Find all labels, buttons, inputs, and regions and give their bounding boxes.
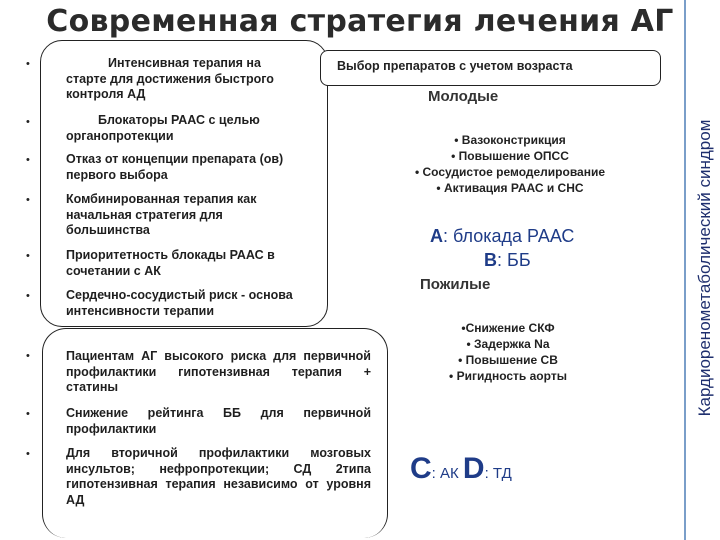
list-item: Для вторичной профилактики мозговых инсультов; нефропротекции; СД 2типа гипотензивная терапия независимо от уровня АД bbox=[66, 446, 371, 507]
list-item: • Повышение ОПСС bbox=[451, 149, 569, 163]
list-item: • Ригидность аорты bbox=[449, 369, 567, 383]
bullet: • bbox=[26, 408, 30, 420]
age-selection-box: Выбор препаратов с учетом возраста bbox=[320, 50, 661, 86]
list-item: Блокаторы РААС с целью органопротекции bbox=[66, 113, 260, 143]
bullet: • bbox=[26, 116, 30, 128]
young-features-list bbox=[410, 132, 610, 196]
list-item: • Вазоконстрикция bbox=[454, 133, 566, 147]
rec-a-text: : блокада РААС bbox=[443, 226, 575, 246]
list-item: Сердечно-сосудистый риск - основа интенсивности терапии bbox=[66, 288, 293, 318]
bullet: • bbox=[26, 350, 30, 362]
list-item: • Задержка Na bbox=[466, 337, 550, 351]
list-item: Снижение рейтинга ББ для первичной профилактики bbox=[66, 406, 371, 436]
list-item: Пациентам АГ высокого риска для первичной профилактики гипотензивная терапия + статины bbox=[66, 349, 371, 394]
list-item: Приоритетность блокады РААС в сочетании с АК bbox=[66, 248, 275, 278]
vertical-side-label: Кардиоренометаболический синдром bbox=[695, 119, 714, 417]
slide-title: Современная стратегия лечения АГ bbox=[46, 4, 674, 39]
elderly-features-list bbox=[408, 320, 608, 384]
list-item: • Сосудистое ремоделирование bbox=[414, 165, 606, 179]
bullet: • bbox=[26, 290, 30, 302]
elderly-heading: Пожилые bbox=[420, 276, 491, 293]
rec-d-text: : ТД bbox=[484, 465, 512, 482]
list-item: • Повышение СВ bbox=[458, 353, 558, 367]
recommendation-a bbox=[430, 226, 574, 247]
bullet: • bbox=[26, 250, 30, 262]
list-item: • Активация РААС и СНС bbox=[436, 181, 584, 195]
rec-b-letter: В bbox=[484, 250, 497, 270]
bullet: • bbox=[26, 194, 30, 206]
bullet: • bbox=[26, 58, 30, 70]
bullet: • bbox=[26, 448, 30, 460]
list-item: Комбинированная терапия как начальная стратегия для большинства bbox=[66, 192, 257, 237]
rec-a-letter: А bbox=[430, 226, 443, 246]
list-item: •Снижение СКФ bbox=[461, 321, 555, 335]
list-item: Отказ от концепции препарата (ов) первого выбора bbox=[66, 152, 284, 182]
rec-c-letter: С bbox=[410, 452, 432, 485]
young-heading: Молодые bbox=[428, 88, 499, 105]
bullet: • bbox=[26, 154, 30, 166]
rec-d-letter: D bbox=[462, 452, 485, 485]
recommendation-b bbox=[484, 250, 531, 271]
rec-b-text: : ББ bbox=[497, 250, 531, 270]
list-item: Интенсивная терапия на старте для достижения быстрого контроля АД bbox=[66, 56, 274, 101]
recommendation-cd bbox=[410, 452, 512, 486]
vertical-divider bbox=[684, 0, 686, 540]
rec-c-text: : АК bbox=[431, 465, 463, 482]
